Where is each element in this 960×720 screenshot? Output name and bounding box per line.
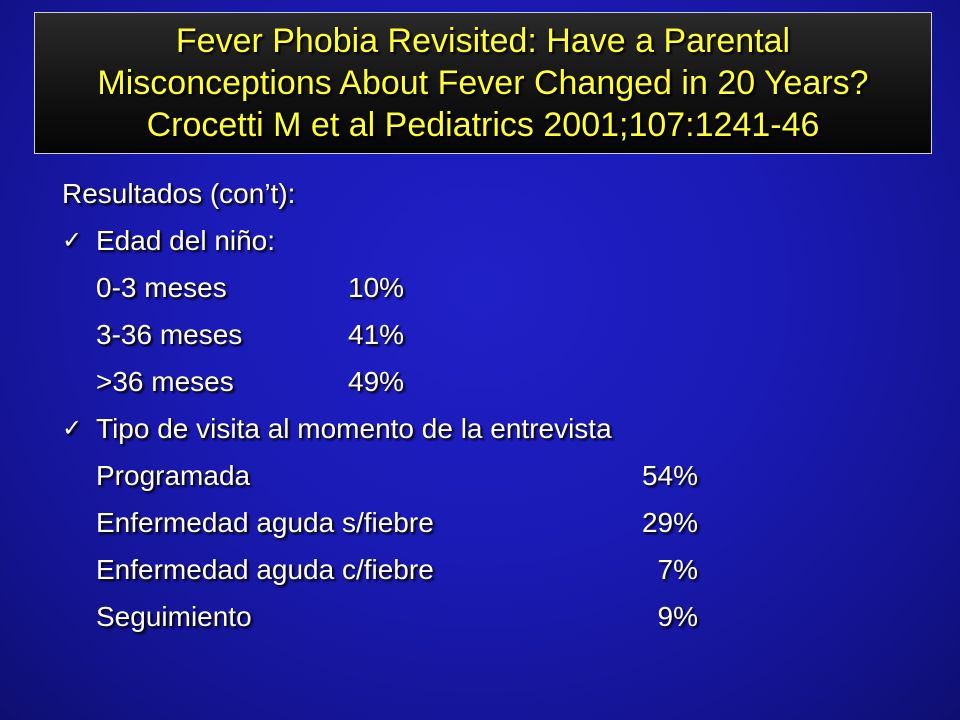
visit-row-value: 54% <box>641 460 698 491</box>
age-row-label: 0-3 meses <box>96 272 227 303</box>
check-mark-icon: ✓ <box>62 415 83 442</box>
visit-row-label: Seguimiento <box>96 601 252 632</box>
visit-row-value: 29% <box>641 507 698 538</box>
title-line-3: Crocetti M et al Pediatrics 2001;107:1241-46 <box>146 106 820 144</box>
age-row <box>62 264 922 311</box>
title-box <box>34 12 932 154</box>
age-row-value: 41% <box>348 319 405 350</box>
check-mark-icon: ✓ <box>62 227 83 254</box>
visit-row-value: 9% <box>657 601 698 632</box>
age-row-label: 3-36 meses <box>96 319 243 350</box>
visit-row-label: Enfermedad aguda c/fiebre <box>96 554 434 585</box>
visit-row <box>62 593 922 640</box>
slide-body <box>62 170 922 640</box>
title-line-2: Misconceptions About Fever Changed in 20 Years? <box>97 64 869 102</box>
visit-row-label: Enfermedad aguda s/fiebre <box>96 507 434 538</box>
visit-row <box>62 546 922 593</box>
title-line-1: Fever Phobia Revisited: Have a Parental <box>175 22 791 60</box>
section-age-label: Edad del niño: <box>96 225 276 256</box>
age-row <box>62 311 922 358</box>
results-heading-row <box>62 170 922 217</box>
age-row-value: 49% <box>348 366 405 397</box>
visit-row-value: 7% <box>657 554 698 585</box>
age-row-value: 10% <box>348 272 405 303</box>
results-heading: Resultados (con’t): <box>62 178 296 209</box>
age-row <box>62 358 922 405</box>
visit-row-label: Programada <box>96 460 251 491</box>
visit-row <box>62 499 922 546</box>
age-row-label: >36 meses <box>96 366 234 397</box>
visit-row <box>62 452 922 499</box>
slide-title <box>97 20 868 146</box>
section-visit-header <box>62 405 922 452</box>
section-visit-label: Tipo de visita al momento de la entrevista <box>96 413 612 444</box>
section-age-header <box>62 217 922 264</box>
